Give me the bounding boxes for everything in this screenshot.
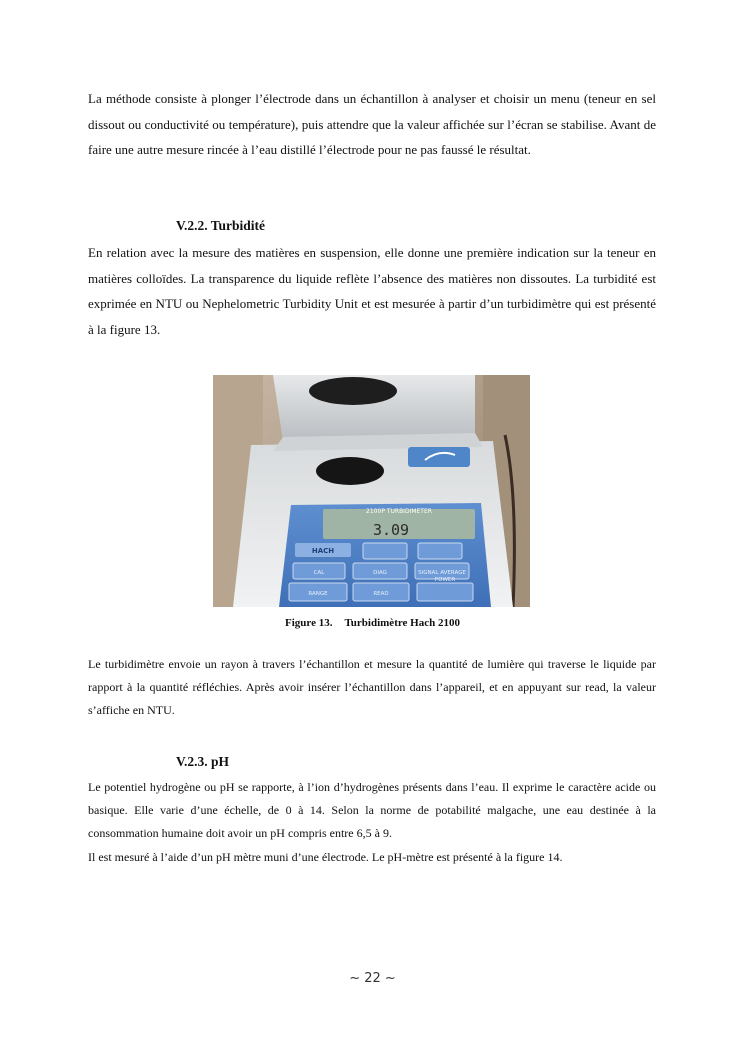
ph-paragraph-2: Il est mesuré à l’aide d’un pH mètre muni d’une électrode. Le pH-mètre est présenté à la figure 14.: [88, 850, 563, 864]
device-model-label: 2100P TURBIDIMETER: [366, 508, 432, 515]
figure-caption-title: Turbidimètre Hach 2100: [344, 617, 460, 629]
turbidimeter-photo: [213, 375, 530, 607]
device-button-range: RANGE: [308, 591, 328, 597]
device-display-value: 3.09: [372, 521, 410, 539]
device-button-power: POWER: [434, 577, 456, 583]
ph-paragraph-1: Le potentiel hydrogène ou pH se rapporte, à l’ion d’hydrogènes présents dans l’eau. Il exprime le caractère acide ou basique. Elle varie d’une échelle, de 0 à 14. Selon la norme de potabilité malgache, une eau destinée à la consommation humaine doit avoir un pH compris entre 6,5 à 9.: [88, 780, 656, 840]
device-brand: HACH: [311, 547, 335, 555]
figure-caption: [0, 617, 745, 629]
turbidimetre-paragraph: Le turbidimètre envoie un rayon à travers l’échantillon et mesure la quantité de lumière qui traverse le liquide par rapport à la quantité réfléchies. Après avoir insérer l’échantillon dans l’appareil, et en appuyant sur read, la valeur s’affiche en NTU.: [88, 657, 656, 717]
device-button-diag: DIAG: [373, 570, 387, 576]
turbidite-paragraph: En relation avec la mesure des matières en suspension, elle donne une première indication sur la teneur en matières colloïdes. La transparence du liquide reflète l’absence des matières non dissoutes. La turbidité est exprimée en NTU ou Nephelometric Turbidity Unit et est mesurée à partir d’un turbidimètre qui est présenté à la figure 13.: [88, 245, 656, 337]
device-button-signal-average: SIGNAL AVERAGE: [418, 570, 466, 576]
page-number: ~ 22 ~: [349, 971, 396, 986]
device-button-read: READ: [373, 591, 389, 597]
figure-caption-label: Figure 13.: [285, 617, 333, 629]
heading-turbidite: V.2.2. Turbidité: [176, 218, 266, 233]
heading-ph: V.2.3. pH: [176, 754, 230, 769]
intro-paragraph: La méthode consiste à plonger l’électrode dans un échantillon à analyser et choisir un menu (teneur en sel dissout ou conductivité ou température), puis attendre que la valeur affichée sur l’écran se stabilise. Avant de faire une autre mesure rincée à l’eau distillé l’électrode pour ne pas faussé le résultat.: [88, 91, 656, 157]
device-button-cal: CAL: [313, 570, 325, 576]
